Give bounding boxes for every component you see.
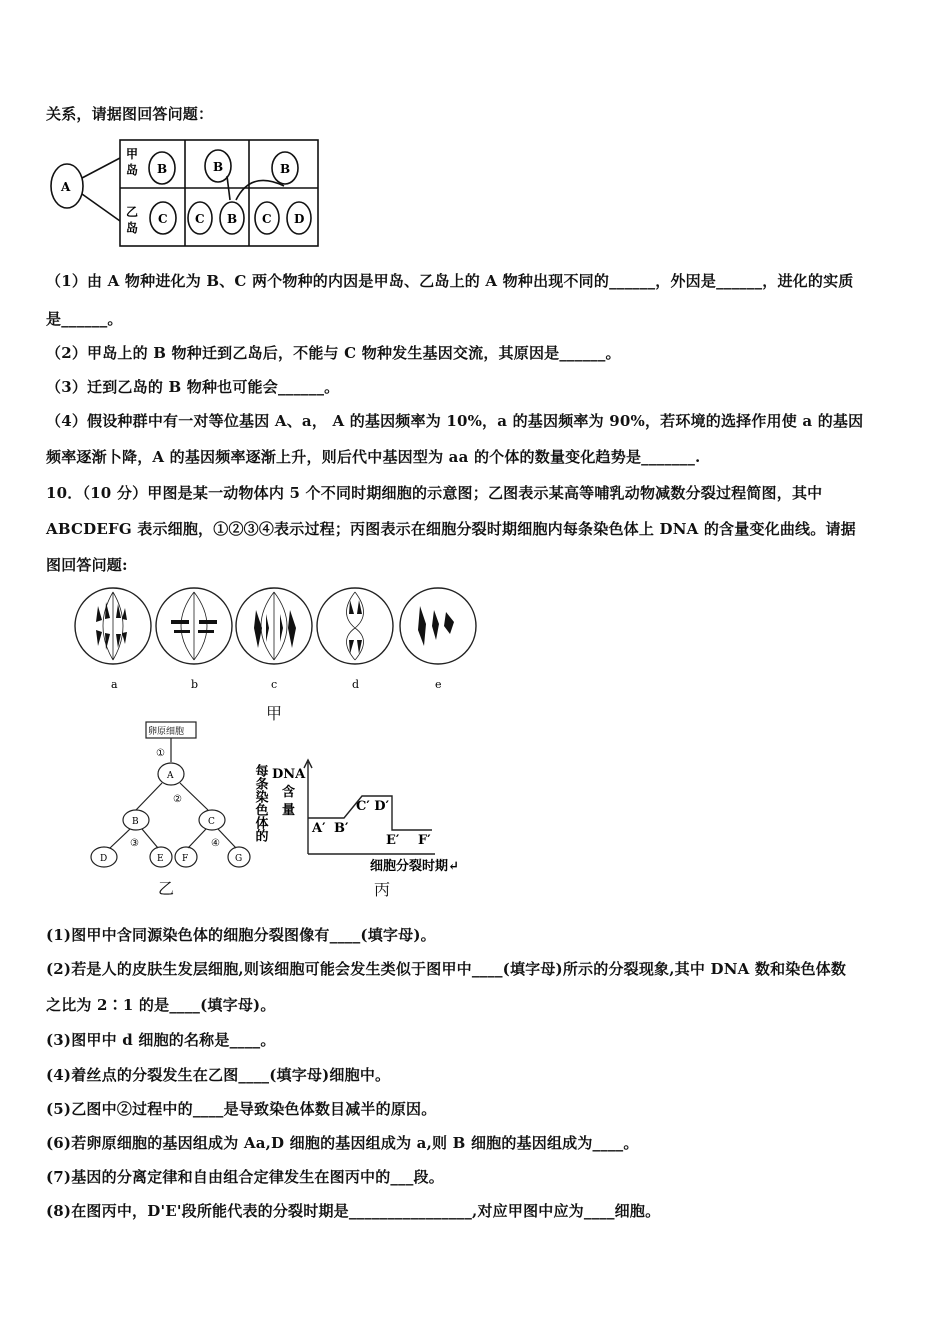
row2-c1: C — [158, 212, 168, 226]
question-4: (4)着丝点的分裂发生在乙图____(填字母)细胞中。 — [46, 1066, 391, 1084]
island-diagram — [46, 136, 326, 252]
cell-label-c: c — [271, 678, 278, 691]
row2-label: 乙 — [126, 205, 139, 219]
tree-node-F: F — [182, 854, 189, 864]
q10-line3: 图回答问题: — [46, 556, 128, 574]
row1-b1: B — [157, 162, 168, 176]
q9-p3: （3）迁到乙岛的 B 物种也可能会______。 — [46, 378, 340, 396]
q9-p1-line2: 是______。 — [46, 310, 123, 328]
q9-p4-line1: （4）假设种群中有一对等位基因 A、a， A 的基因频率为 10%，a 的基因频率为 90%，若环境的选择作用使 a 的基因 — [46, 412, 864, 430]
cell-label-a: a — [111, 678, 118, 691]
row2-c3a: C — [262, 212, 272, 226]
bing-point-B: B′ — [334, 821, 349, 836]
question-3: (3)图甲中 d 细胞的名称是____。 — [46, 1031, 276, 1049]
tree-step-2: ② — [173, 794, 182, 805]
figure-yi-tree — [86, 720, 266, 872]
q9-p4-line2: 频率逐渐卜降，A 的基因频率逐渐上升，则后代中基因型为 aa 的个体的数量变化趋势是_______. — [46, 448, 701, 466]
bing-x-label: 细胞分裂时期↵ — [370, 859, 459, 874]
question-6: (6)若卵原细胞的基因组成为 Aa,D 细胞的基因组成为 a,则 B 细胞的基因组成为____。 — [46, 1134, 639, 1152]
tree-node-A: A — [167, 771, 174, 781]
question-7: (7)基因的分离定律和自由组合定律发生在图丙中的___段。 — [46, 1168, 444, 1186]
row2-c2b: B — [227, 212, 238, 226]
question-8: (8)在图丙中，D'E'段所能代表的分裂时期是________________,对应甲图中应为____细胞。 — [46, 1202, 661, 1220]
q9-p2: （2）甲岛上的 B 物种迁到乙岛后，不能与 C 物种发生基因交流，其原因是______。 — [46, 344, 621, 362]
tree-node-C: C — [208, 817, 215, 827]
row1-label: 甲 — [126, 147, 139, 161]
bing-point-E: E′ — [386, 833, 400, 848]
figure-bing-caption: 丙 — [374, 880, 391, 899]
cell-label-e: e — [435, 678, 442, 691]
intro-text: 关系，请据图回答问题： — [46, 105, 214, 123]
figure-yi-caption: 乙 — [158, 879, 175, 898]
bing-han-label: 含 — [282, 785, 296, 800]
tree-node-B: B — [132, 817, 139, 827]
row2-c3b: D — [294, 212, 305, 226]
bing-point-A: A′ — [312, 821, 326, 836]
tree-step-3: ③ — [130, 838, 139, 849]
row1-b3: B — [280, 162, 291, 176]
tree-node-D: D — [100, 854, 108, 864]
cell-label-d: d — [352, 678, 360, 691]
question-1: (1)图甲中含同源染色体的细胞分裂图像有____(填字母)。 — [46, 926, 436, 944]
bing-dna-label: DNA — [272, 767, 306, 782]
tree-node-E: E — [157, 854, 164, 864]
bing-point-F: F′ — [418, 833, 431, 848]
tree-root: 卵原细胞 — [148, 727, 185, 737]
bing-liang-label: 量 — [282, 803, 296, 818]
question-5: (5)乙图中②过程中的____是导致染色体数目减半的原因。 — [46, 1100, 437, 1118]
row1-b2: B — [213, 160, 224, 174]
bing-point-CD: C′ D′ — [356, 799, 390, 814]
question-2-line2: 之比为 2∶1 的是____(填字母)。 — [46, 996, 276, 1014]
q10-line2: ABCDEFG 表示细胞，①②③④表示过程；丙图表示在细胞分裂时期细胞内每条染色体上 DNA 的含量变化曲线。请据 — [46, 520, 856, 538]
row2-label-2: 岛 — [126, 221, 139, 235]
tree-node-G: G — [235, 854, 243, 864]
figure-bing-chart — [250, 758, 480, 878]
bing-vertical-label: 每条染色体的 — [252, 764, 268, 842]
figure-jia-cells — [68, 584, 488, 696]
species-A: A — [61, 180, 71, 194]
q10-line1: 10．（10 分）甲图是某一动物体内 5 个不同时期细胞的示意图；乙图表示某高等哺乳动物减数分裂过程简图，其中 — [46, 484, 823, 502]
row1-label-2: 岛 — [126, 163, 139, 177]
tree-step-1: ① — [156, 748, 165, 759]
row2-c2a: C — [195, 212, 205, 226]
tree-step-4: ④ — [211, 838, 220, 849]
question-2-line1: (2)若是人的皮肤生发层细胞,则该细胞可能会发生类似于图甲中____(填字母)所示的分裂现象,其中 DNA 数和染色体数 — [46, 960, 847, 978]
cell-label-b: b — [191, 678, 199, 691]
q9-p1-line1: （1）由 A 物种进化为 B、C 两个物种的内因是甲岛、乙岛上的 A 物种出现不同的______，外因是______，进化的实质 — [46, 272, 854, 290]
figure-jia-caption: 甲 — [266, 704, 283, 723]
